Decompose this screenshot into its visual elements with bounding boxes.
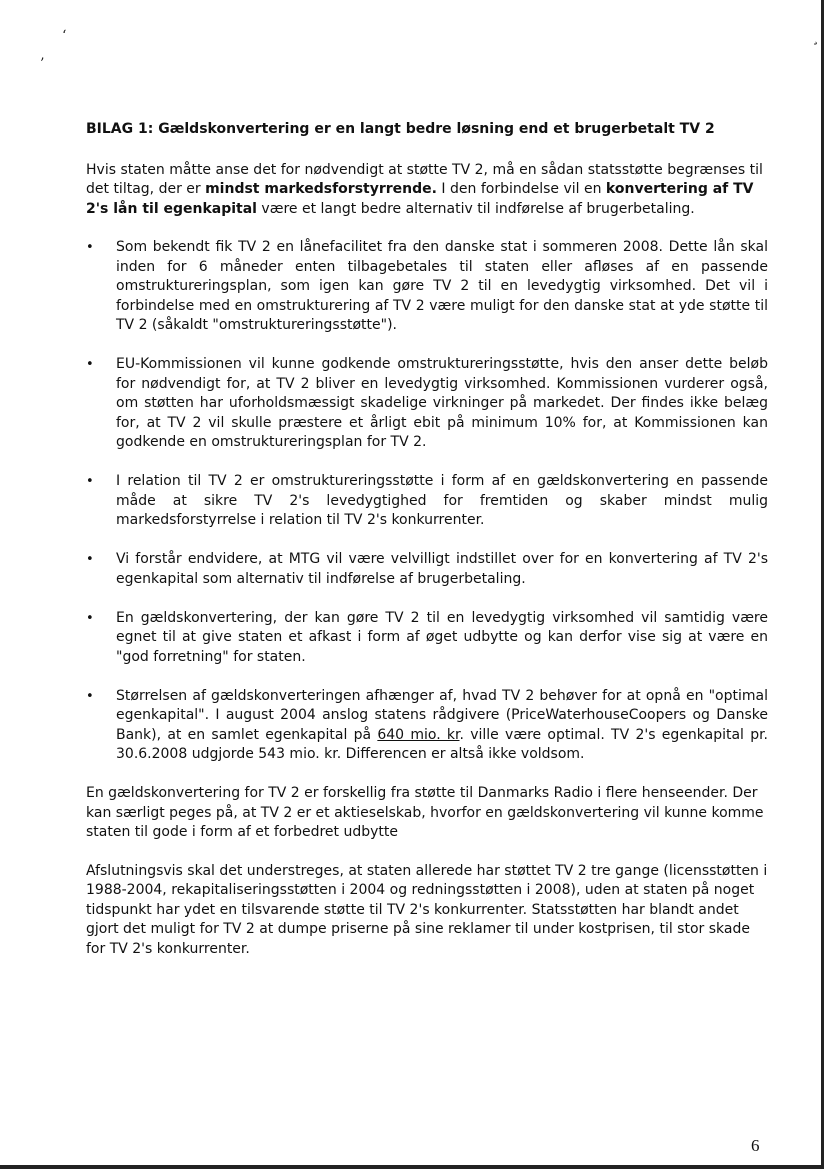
bullet-item: • I relation til TV 2 er omstruktureringsstøtte i form af en gældskonvertering en passende måde at sikre TV 2's levedygtighed for fremtiden og skaber mindst mulig markedsforstyrrelse i relation til TV 2's konkurrenter. [86,472,768,531]
intro-text: I den forbindelse vil en [436,181,606,197]
bullet-item: • Vi forstår endvidere, at MTG vil være velvilligt indstillet over for en konvertering af TV 2's egenkapital som alternativ til indførelse af brugerbetaling. [86,550,768,589]
bullet-item: • EU-Kommissionen vil kunne godkende omstruktureringsstøtte, hvis den anser dette beløb for nødvendigt for, at TV 2 bliver en levedygtig virksomhed. Kommissionen vurderer også, om støtten har uforholdsmæssigt skadelige virkninger på markedet. Der findes ikke belæg for, at TV 2 vil skulle præstere et årligt ebit på minimum 10% for, at Kommissionen kan godkende en omstruktureringsplan for TV 2. [86,355,768,453]
bullet-text: Størrelsen af gældskonverteringen afhænger af, hvad TV 2 behøver for at opnå en "optimal egenkapital". I august 2004 anslog statens rådgivere (PriceWaterhouseCoopers og Danske Bank), at en samlet egenkapital på [116,687,768,743]
underlined-amount: 640 mio. kr [377,726,460,743]
intro-emphasis: mindst markedsforstyrrende. [205,181,437,197]
document-body [86,120,768,978]
body-paragraph: En gældskonvertering for TV 2 er forskellig fra støtte til Danmarks Radio i flere henseender. Der kan særligt peges på, at TV 2 er et aktieselskab, hvorfor en gældskonvertering vil kunne komme staten til gode i form af et forbedret udbytte [86,785,764,840]
scan-mark: ‘ [62,28,67,44]
bullet-item: • Som bekendt fik TV 2 en lånefacilitet fra den danske stat i sommeren 2008. Dette lån skal inden for 6 måneder enten tilbagebetales til staten eller afløses af en passende omstruktureringsplan, som igen kan gøre TV 2 til en levedygtig virksomhed. Det vil i forbindelse med en omstrukturering af TV 2 være muligt for den danske stat at yde støtte til TV 2 (såkaldt "omstruktureringsstøtte"). [86,238,768,336]
bullet-item: • En gældskonvertering, der kan gøre TV 2 til en levedygtig virksomhed vil samtidig være egnet til at give staten et afkast i form af øget udbytte og kan derfor vise sig at være en "god forretning" for staten. [86,609,768,668]
intro-emphasis: konvertering af TV 2's lån til egenkapital [86,181,754,217]
intro-paragraph [86,161,768,220]
bullet-text: . ville være optimal. TV 2's egenkapital pr. 30.6.2008 udgjorde 543 mio. kr. Differencen er altså ikke voldsom. [116,726,768,762]
page-number: 6 [751,1136,760,1155]
bullet-item [86,687,768,765]
intro-text: Hvis staten måtte anse det for nødvendigt at støtte TV 2, må en sådan statsstøtte begrænses til det tiltag, der er [86,161,763,197]
body-paragraph: Afslutningsvis skal det understreges, at staten allerede har støttet TV 2 tre gange (licensstøtten i 1988-2004, rekapitaliseringsstøtten i 2004 og redningsstøtten i 2008), uden at staten på noget tidspunkt har ydet en tilsvarende støtte til TV 2's konkurrenter. Statsstøtten har blandt andet gjort det muligt for TV 2 at dumpe priserne på sine reklamer til under kostprisen, til stor skade for TV 2's konkurrenter. [86,862,768,957]
bullet-list [86,238,768,765]
scan-edge-bottom [0,1165,824,1169]
scan-mark: ’ [40,56,45,72]
page-title: BILAG 1: Gældskonvertering er en langt bedre løsning end et brugerbetalt TV 2 [86,121,715,137]
intro-text: være et langt bedre alternativ til indførelse af brugerbetaling. [256,200,695,217]
scan-mark: ¸ [812,30,819,46]
